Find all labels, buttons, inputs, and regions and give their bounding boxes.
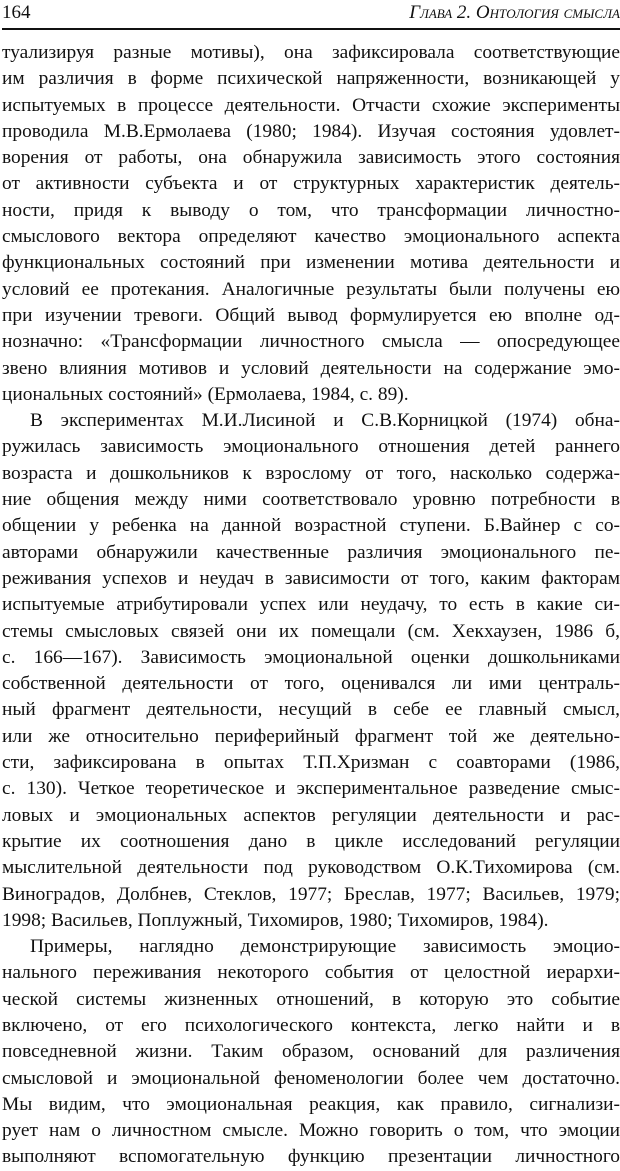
text-line: Примеры, наглядно демонстрирующие зависимость эмоцио- bbox=[30, 936, 620, 958]
text-line: испытуемые атрибутировали успех или неудачу, то есть в какие си- bbox=[2, 594, 620, 616]
text-line: собственной деятельности от того, оценивался ли ими централь- bbox=[2, 673, 620, 695]
text-line: ческой системы жизненных отношений, в которую это событие bbox=[2, 988, 620, 1010]
text-line: от активности субъекта и от структурных характеристик деятель- bbox=[2, 173, 620, 195]
text-line: с. 166—167). Зависимость эмоциональной оценки дошкольниками bbox=[2, 646, 620, 668]
text-line: циональных состояний» (Ермолаева, 1984, с. 89). bbox=[2, 383, 409, 405]
text-line: повседневной жизни. Таким образом, оснований для различения bbox=[2, 1041, 620, 1063]
page-header bbox=[2, 0, 620, 30]
text-line: мыслительной деятельности под руководством О.К.Тихомирова (см. bbox=[2, 857, 620, 879]
body-text bbox=[2, 40, 620, 1171]
text-line: функциональных состояний при изменении мотива деятельности и bbox=[2, 252, 620, 274]
text-line: Виноградов, Долбнев, Стеклов, 1977; Бреслав, 1977; Васильев, 1979; bbox=[2, 883, 620, 905]
text-line: 1998; Васильев, Поплужный, Тихомиров, 1980; Тихомиров, 1984). bbox=[2, 909, 549, 931]
text-line: включено, от его психологического контекста, легко найти и в bbox=[2, 1014, 620, 1036]
running-head: Глава 2. Онтология смысла bbox=[409, 2, 620, 23]
text-line: авторами обнаружили качественные различия эмоционального пе- bbox=[2, 541, 620, 563]
text-line: испытуемых в процессе деятельности. Отчасти схожие эксперименты bbox=[2, 94, 620, 116]
text-line: ности, придя к выводу о том, что трансформации личностно- bbox=[2, 199, 620, 221]
text-line: возраста и дошкольников к взрослому от того, насколько содержа- bbox=[2, 462, 620, 484]
text-line: смыслового вектора определяют качество эмоционального аспекта bbox=[2, 226, 620, 248]
text-line: проводила М.В.Ермолаева (1980; 1984). Изучая состояния удовлет- bbox=[2, 120, 620, 142]
page-number: 164 bbox=[2, 2, 31, 23]
text-line: ловых и эмоциональных аспектов регуляции деятельности и рас- bbox=[2, 804, 620, 826]
text-line: звено влияния мотивов и условий деятельности на содержание эмо- bbox=[2, 357, 620, 379]
text-line: Мы видим, что эмоциональная реакция, как правило, сигнализи- bbox=[2, 1093, 620, 1115]
text-line: или же относительно периферийный фрагмент той же деятельно- bbox=[2, 725, 620, 747]
text-line: общении у ребенка на данной возрастной ступени. Б.Вайнер с со- bbox=[2, 515, 620, 537]
text-line: с. 130). Четкое теоретическое и экспериментальное разведение смыс- bbox=[2, 778, 620, 800]
text-line: ворения от работы, она обнаружила зависимость этого состояния bbox=[2, 147, 620, 169]
text-line: им различия в форме психической напряженности, возникающей у bbox=[2, 68, 620, 90]
text-line: крытие их соотношения дано в цикле исследований регуляции bbox=[2, 830, 620, 852]
text-line: туализируя разные мотивы), она зафиксировала соответствующие bbox=[2, 42, 620, 63]
text-line: ружилась зависимость эмоционального отношения детей раннего bbox=[2, 436, 620, 458]
text-line: рует нам о личностном смысле. Можно говорить о том, что эмоции bbox=[2, 1120, 620, 1142]
text-line: выполняют вспомогательную функцию презентации личностного bbox=[2, 1146, 620, 1168]
text-line: стемы смысловых связей они их помещали (см. Хекхаузен, 1986 б, bbox=[2, 620, 620, 642]
text-line: ние общения между ними соответствовало уровню потребности в bbox=[2, 489, 620, 511]
text-line: нального переживания некоторого события от целостной иерархи- bbox=[2, 962, 620, 984]
text-line: В экспериментах М.И.Лисиной и С.В.Корницкой (1974) обна- bbox=[30, 410, 620, 432]
text-line: ный фрагмент деятельности, несущий в себе ее главный смысл, bbox=[2, 699, 620, 721]
text-line: условий ее протекания. Аналогичные результаты были получены ею bbox=[2, 278, 620, 300]
text-line: смысловой и эмоциональной феноменологии более чем достаточно. bbox=[2, 1067, 620, 1089]
text-line: реживания успехов и неудач в зависимости от того, каким факторам bbox=[2, 567, 620, 589]
text-line: при изучении тревоги. Общий вывод формулируется ею вполне од- bbox=[2, 304, 620, 326]
text-line: сти, зафиксирована в опытах Т.П.Хризман с соавторами (1986, bbox=[2, 752, 620, 774]
text-line: нозначно: «Трансформации личностного смысла — опосредующее bbox=[2, 331, 620, 353]
